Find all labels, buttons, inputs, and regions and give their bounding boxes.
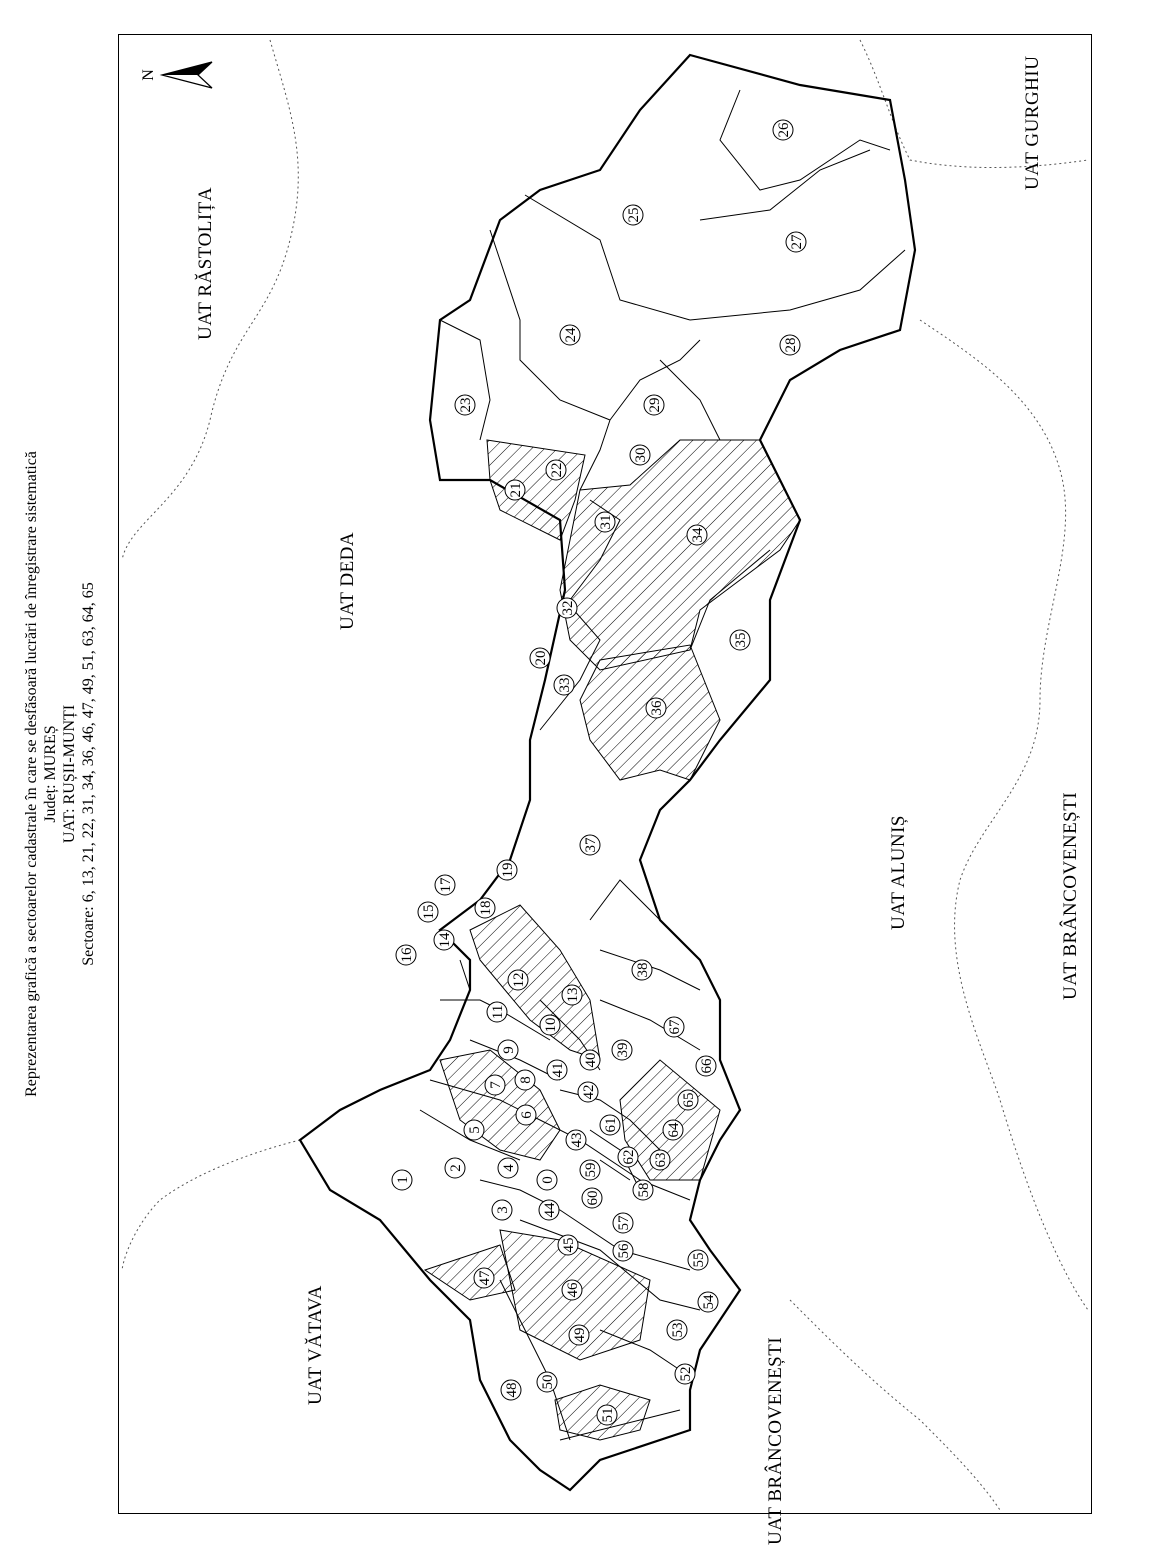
sector-label-14 — [434, 930, 454, 950]
sector-label-33 — [554, 675, 574, 695]
sector-number-54: 54 — [701, 1294, 717, 1310]
sector-number-7: 7 — [488, 1081, 504, 1089]
sector-label-47 — [474, 1268, 494, 1288]
sector-label-53 — [667, 1320, 687, 1340]
sector-label-40 — [580, 1050, 600, 1070]
sector-number-40: 40 — [583, 1052, 599, 1068]
sector-label-6 — [516, 1105, 536, 1125]
sector-47-area — [425, 1245, 515, 1300]
uat-label-gurghiu: UAT GURGHIU — [1022, 55, 1043, 190]
sector-number-28: 28 — [783, 337, 799, 353]
sector-label-18 — [475, 898, 495, 918]
sector-number-53: 53 — [670, 1322, 686, 1338]
sector-label-48 — [501, 1380, 521, 1400]
uat-label-vatava: UAT VĂTAVA — [305, 1285, 326, 1405]
sector-number-13: 13 — [565, 987, 581, 1003]
sector-number-35: 35 — [733, 632, 749, 648]
sector-label-55 — [688, 1250, 708, 1270]
sector-label-43 — [566, 1130, 586, 1150]
sector-label-37 — [580, 835, 600, 855]
sector-label-0 — [537, 1170, 557, 1190]
sector-label-35 — [730, 630, 750, 650]
sector-label-39 — [612, 1040, 632, 1060]
sector-number-50: 50 — [540, 1374, 556, 1390]
sector-number-33: 33 — [557, 677, 573, 693]
sector-number-18: 18 — [478, 900, 494, 916]
sector-label-21 — [505, 480, 525, 500]
sector-number-41: 41 — [550, 1062, 566, 1078]
sector-label-46 — [562, 1280, 582, 1300]
sector-number-58: 58 — [636, 1182, 652, 1198]
sector-label-10 — [540, 1015, 560, 1035]
sector-number-63: 63 — [653, 1152, 669, 1168]
sector-number-52: 52 — [678, 1366, 694, 1382]
sector-number-61: 61 — [603, 1117, 619, 1133]
sector-label-22 — [546, 460, 566, 480]
sector-number-65: 65 — [681, 1092, 697, 1108]
sector-number-46: 46 — [565, 1282, 581, 1298]
sector-number-27: 27 — [789, 234, 805, 250]
sector-number-6: 6 — [519, 1111, 535, 1119]
sector-label-32 — [557, 598, 577, 618]
sector-number-36: 36 — [649, 700, 665, 716]
sector-label-15 — [418, 902, 438, 922]
sector-13-area — [470, 905, 600, 1060]
sector-label-2 — [445, 1158, 465, 1178]
sector-number-1: 1 — [395, 1176, 411, 1184]
sector-label-54 — [698, 1292, 718, 1312]
sector-number-8: 8 — [518, 1076, 534, 1084]
sector-label-58 — [633, 1180, 653, 1200]
sector-number-14: 14 — [437, 932, 453, 948]
sector-label-1 — [392, 1170, 412, 1190]
uat-label-brancovenesti-right: UAT BRÂNCOVENEȘTI — [1060, 791, 1081, 1000]
sector-number-43: 43 — [569, 1132, 585, 1148]
sector-label-24 — [560, 325, 580, 345]
map-title: Reprezentarea grafică a sectoarelor cadastrale în care se desfăsoară lucrări de înregistrare sistematică — [23, 451, 40, 1097]
sector-number-44: 44 — [542, 1202, 558, 1218]
sector-number-42: 42 — [581, 1084, 597, 1100]
sector-21-22-area — [487, 440, 585, 540]
sector-label-42 — [578, 1082, 598, 1102]
sector-label-28 — [780, 335, 800, 355]
sector-label-63 — [650, 1150, 670, 1170]
sector-labels — [392, 120, 806, 1425]
sector-number-24: 24 — [563, 327, 579, 343]
sector-label-23 — [455, 395, 475, 415]
sector-number-57: 57 — [616, 1215, 632, 1231]
sector-6-area — [440, 1050, 560, 1160]
north-arrow-icon — [162, 62, 212, 88]
sector-number-45: 45 — [561, 1237, 577, 1253]
sector-label-31 — [595, 512, 615, 532]
sector-number-37: 37 — [583, 837, 599, 853]
sector-number-64: 64 — [666, 1122, 682, 1138]
uat-label-deda: UAT DEDA — [337, 531, 358, 630]
sector-number-62: 62 — [621, 1149, 637, 1165]
sector-label-60 — [582, 1188, 602, 1208]
sector-number-47: 47 — [477, 1270, 493, 1286]
sector-number-17: 17 — [438, 877, 454, 893]
sector-label-12 — [508, 970, 528, 990]
sector-number-66: 66 — [699, 1058, 715, 1074]
sector-number-9: 9 — [501, 1046, 517, 1054]
sector-label-30 — [630, 445, 650, 465]
sector-label-20 — [530, 648, 550, 668]
sector-number-2: 2 — [448, 1164, 464, 1172]
sector-number-25: 25 — [626, 207, 642, 223]
sector-number-48: 48 — [504, 1382, 520, 1398]
sector-number-51: 51 — [600, 1407, 616, 1423]
sector-label-9 — [498, 1040, 518, 1060]
sector-number-59: 59 — [583, 1162, 599, 1178]
sector-number-67: 67 — [667, 1019, 683, 1035]
sector-label-65 — [678, 1090, 698, 1110]
sector-label-52 — [675, 1364, 695, 1384]
sector-number-39: 39 — [615, 1042, 631, 1058]
sector-label-44 — [539, 1200, 559, 1220]
sector-number-29: 29 — [647, 397, 663, 413]
sector-number-11: 11 — [490, 1004, 506, 1020]
uat-label-brancovenesti-bottom: UAT BRÂNCOVENEȘTI — [765, 1336, 786, 1545]
sector-label-64 — [663, 1120, 683, 1140]
highlighted-sector-fills — [425, 440, 800, 1440]
sector-label-38 — [632, 960, 652, 980]
sector-number-60: 60 — [585, 1190, 601, 1206]
sector-label-25 — [623, 205, 643, 225]
sector-number-38: 38 — [635, 962, 651, 978]
sector-number-55: 55 — [691, 1252, 707, 1268]
sector-number-10: 10 — [543, 1017, 559, 1033]
sector-number-5: 5 — [467, 1126, 483, 1134]
sectors-line: Sectoare: 6, 13, 21, 22, 31, 34, 36, 46, 47, 49, 51, 63, 64, 65 — [80, 582, 97, 966]
sector-number-19: 19 — [500, 862, 516, 878]
sector-number-22: 22 — [549, 462, 565, 478]
sector-number-12: 12 — [511, 972, 527, 988]
sector-number-49: 49 — [572, 1327, 588, 1343]
sector-number-20: 20 — [533, 650, 549, 666]
sector-label-11 — [487, 1002, 507, 1022]
sector-label-4 — [498, 1158, 518, 1178]
sector-label-49 — [569, 1325, 589, 1345]
sector-label-26 — [773, 120, 793, 140]
sector-number-23: 23 — [458, 397, 474, 413]
sector-label-8 — [515, 1070, 535, 1090]
sector-number-32: 32 — [560, 600, 576, 616]
sector-label-27 — [786, 232, 806, 252]
sector-number-3: 3 — [495, 1206, 511, 1214]
sector-label-3 — [492, 1200, 512, 1220]
sector-number-56: 56 — [616, 1243, 632, 1259]
sector-label-13 — [562, 985, 582, 1005]
sector-label-62 — [618, 1147, 638, 1167]
sector-label-45 — [558, 1235, 578, 1255]
sector-label-17 — [435, 875, 455, 895]
sector-label-66 — [696, 1056, 716, 1076]
sector-number-34: 34 — [690, 527, 706, 543]
sector-label-29 — [644, 395, 664, 415]
sector-label-36 — [646, 698, 666, 718]
sector-number-4: 4 — [501, 1164, 517, 1172]
sector-label-67 — [664, 1017, 684, 1037]
sector-number-0: 0 — [540, 1176, 556, 1184]
sector-label-57 — [613, 1213, 633, 1233]
sector-number-21: 21 — [508, 482, 524, 498]
sector-number-16: 16 — [399, 947, 415, 963]
sector-number-31: 31 — [598, 514, 614, 530]
sector-label-41 — [547, 1060, 567, 1080]
sector-number-15: 15 — [421, 904, 437, 920]
north-arrow-label: N — [140, 69, 157, 81]
uat-label-alunis: UAT ALUNIȘ — [888, 815, 909, 930]
sector-label-19 — [497, 860, 517, 880]
sector-label-16 — [396, 945, 416, 965]
uat-label-rastolita: UAT RĂSTOLIȚA — [195, 186, 216, 340]
sector-label-50 — [537, 1372, 557, 1392]
sector-label-51 — [597, 1405, 617, 1425]
uat-line: UAT: RUȘII-MUNȚI — [61, 704, 78, 844]
sector-number-30: 30 — [633, 447, 649, 463]
sector-label-61 — [600, 1115, 620, 1135]
sector-label-56 — [613, 1241, 633, 1261]
sector-number-26: 26 — [776, 122, 792, 138]
sector-label-7 — [485, 1075, 505, 1095]
sector-label-5 — [464, 1120, 484, 1140]
sector-label-34 — [687, 525, 707, 545]
county-line: Județ: MUREȘ — [42, 725, 59, 823]
sector-label-59 — [580, 1160, 600, 1180]
